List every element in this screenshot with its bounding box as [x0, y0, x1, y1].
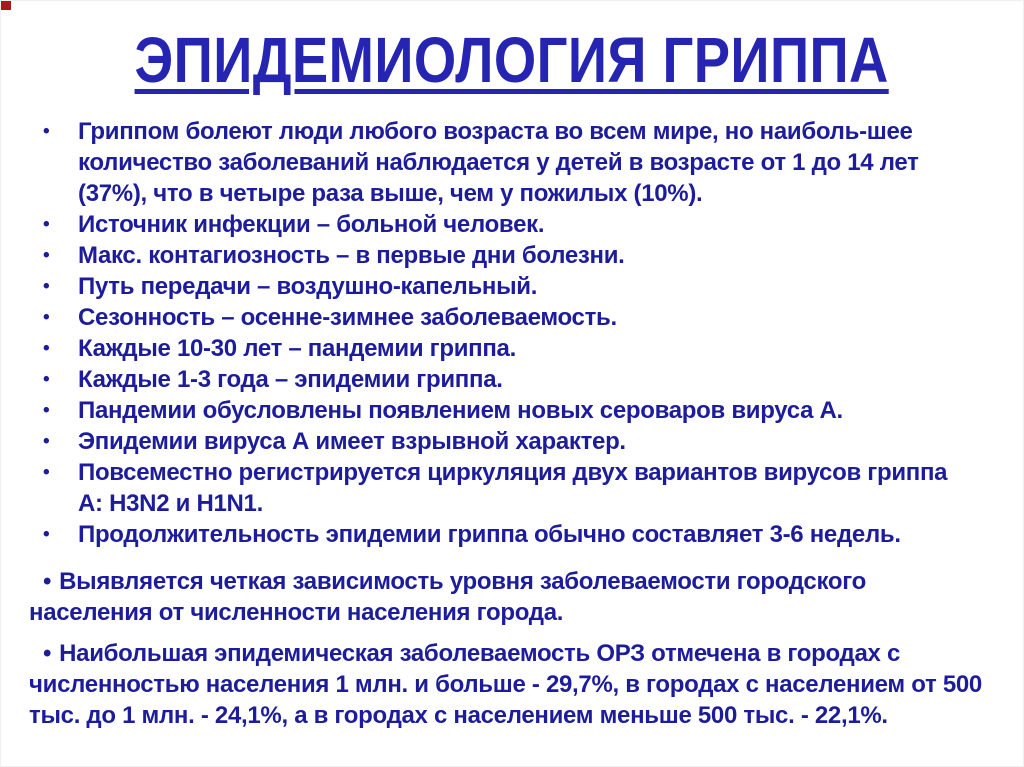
bullet-list — [1, 116, 995, 550]
bullet-dot-icon: • — [43, 214, 50, 236]
paragraph-text: Наибольшая эпидемическая заболеваемость ОРЗ отмечена в городах с численностью населения 1 млн. и больше - 29,7%, в городах с населением от 500 тыс. до 1 млн. - 24,1%, а в городах с населением меньше 500 тыс. - 22,1%. — [29, 640, 982, 730]
list-item — [41, 426, 967, 457]
bullet-dot-icon: • — [43, 338, 50, 360]
bullet-dot-icon: • — [43, 121, 50, 143]
bullet-text: Источник инфекции – больной человек. — [78, 211, 545, 239]
title-area — [1, 1, 1023, 94]
bullet-dot-icon: • — [43, 400, 50, 422]
list-item — [41, 395, 967, 426]
bullet-text: Каждые 1-3 года – эпидемии гриппа. — [78, 366, 503, 394]
bullet-dot-icon: • — [43, 307, 50, 329]
bullet-text: Гриппом болеют люди любого возраста во всем мире, но наиболь-шее количество заболеваний наблюдается у детей в возрасте от 1 до 14 лет (37%), что в четыре раза выше, чем у пожилых (10%). — [78, 118, 919, 208]
bullet-text: Повсеместно регистрируется циркуляция двух вариантов вирусов гриппа А: H3N2 и H1N1. — [78, 459, 948, 518]
bullet-text: Макс. контагиозность – в первые дни болезни. — [78, 242, 625, 270]
list-item — [41, 240, 967, 271]
list-item — [41, 271, 967, 302]
list-item — [41, 457, 967, 519]
bullet-text: Путь передачи – воздушно-капельный. — [78, 273, 538, 301]
paragraph-text: Выявляется четкая зависимость уровня заболеваемости городского населения от численности населения города. — [29, 568, 866, 627]
bullet-text: Эпидемии вируса А имеет взрывной характер. — [78, 428, 626, 456]
footer-paragraphs — [1, 566, 1023, 731]
bullet-dot-icon: • — [43, 640, 52, 668]
bullet-dot-icon: • — [43, 462, 50, 484]
bullet-dot-icon: • — [43, 524, 50, 546]
paragraph — [29, 566, 993, 628]
bullet-dot-icon: • — [43, 369, 50, 391]
slide-title: ЭПИДЕМИОЛОГИЯ ГРИППА — [134, 24, 890, 96]
bullet-dot-icon: • — [43, 568, 52, 596]
corner-accent-mark — [1, 1, 11, 10]
list-item — [41, 519, 967, 550]
list-item — [41, 333, 967, 364]
bullet-text: Сезонность – осенне-зимнее заболеваемость. — [78, 304, 617, 332]
bullet-text: Продолжительность эпидемии гриппа обычно составляет 3-6 недель. — [78, 521, 901, 549]
bullet-dot-icon: • — [43, 245, 50, 267]
list-item — [41, 209, 967, 240]
bullet-text: Пандемии обусловлены появлением новых сероваров вируса А. — [78, 397, 843, 425]
list-item — [41, 116, 967, 209]
list-item — [41, 302, 967, 333]
bullet-dot-icon: • — [43, 431, 50, 453]
bullet-text: Каждые 10-30 лет – пандемии гриппа. — [78, 335, 516, 363]
paragraph — [29, 638, 993, 731]
bullet-dot-icon: • — [43, 276, 50, 298]
list-item — [41, 364, 967, 395]
